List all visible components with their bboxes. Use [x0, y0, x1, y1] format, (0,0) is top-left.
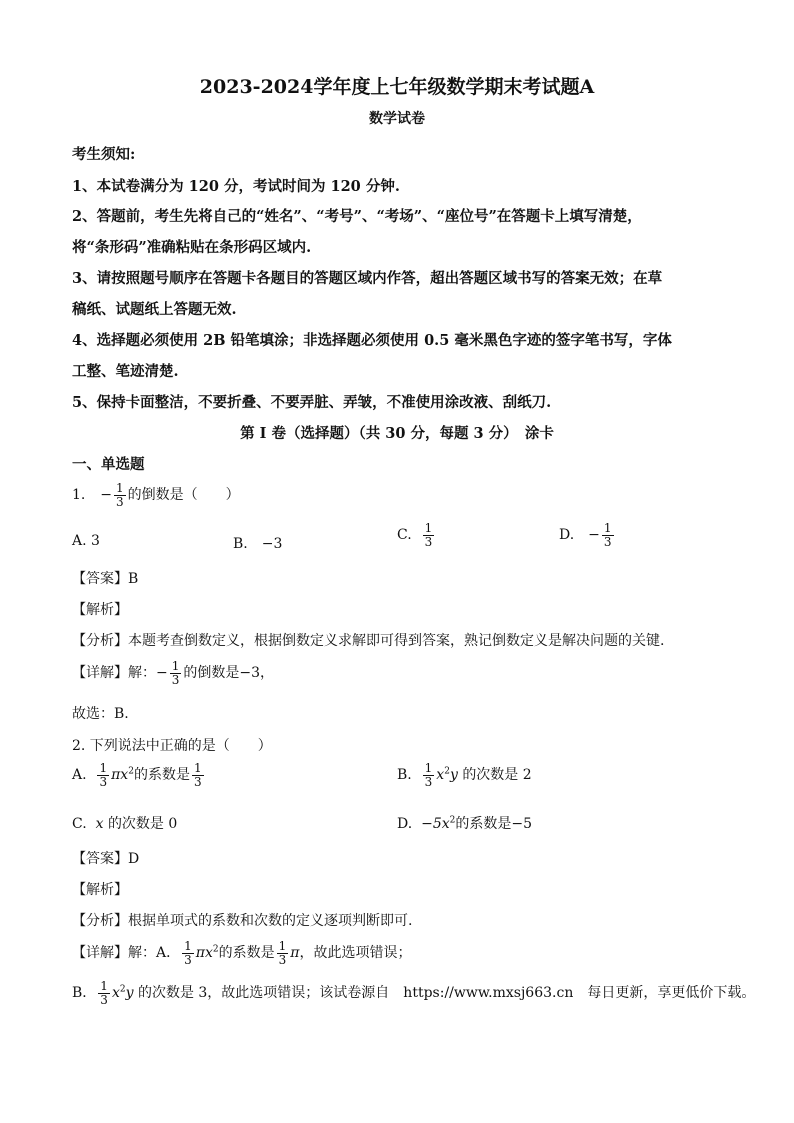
fraction-one-third: $\frac{1}{3}$ [116, 481, 124, 509]
notice-item-4-line-1: 4、选择题必须使用 2B 铅笔填涂；非选择题必须使用 0.5 毫米黑色字迹的签字笔书写，字体 [72, 332, 672, 349]
notice-item-1: 1、本试卷满分为 120 分，考试时间为 120 分钟. [72, 178, 400, 195]
notice-item-2-line-1: 2、答题前，考生先将自己的“姓名”、“考号”、“考场”、“座位号”在答题卡上填写清楚， [72, 208, 642, 225]
q2-detail: 【详解】解：A． $\frac{1}{3}$ $\pi x^2$的系数是 $\frac{1}{3}$ π，故此选项错误； [72, 939, 412, 967]
option-label: C. [72, 816, 87, 832]
question-number: 1. [72, 487, 86, 504]
option-label: A. [72, 767, 87, 784]
q2-option-a[interactable]: A. $\frac{1}{3}$ $\pi x^2$的系数是 $\frac{1}{3}$ [72, 761, 202, 789]
q1-answer: 【答案】B [72, 571, 139, 587]
option-label: B. [397, 767, 412, 784]
part-title: 第 I 卷（选择题）（共 30 分，每题 3 分） 涂卡 [240, 425, 554, 442]
exam-title: 2023-2024学年度上七年级数学期末考试题A [199, 76, 595, 98]
fraction-one-third: $\frac{1}{3}$ [171, 659, 180, 687]
q2-answer: 【答案】D [72, 851, 140, 867]
q1-option-c[interactable] [397, 522, 436, 548]
question-2-stem: 2. 下列说法中正确的是（ ） [72, 738, 272, 754]
option-label: C. [397, 527, 412, 544]
question-1-stem-text: 的倒数是（ ） [127, 487, 240, 504]
exam-subtitle: 数学试卷 [369, 111, 425, 127]
q2-option-c[interactable]: C. x 的次数是 0 [72, 816, 178, 832]
q1-option-d[interactable] [559, 522, 616, 548]
section-type-title: 一、单选题 [72, 456, 145, 473]
q2-analysis: 【分析】根据单项式的系数和次数的定义逐项判断即可. [72, 913, 413, 929]
q1-analysis: 【分析】本题考查倒数定义，根据倒数定义求解即可得到答案，熟记倒数定义是解决问题的关键. [72, 633, 665, 649]
q2-analysis-label: 【解析】 [72, 882, 128, 898]
q1-option-b[interactable]: B. −3 [233, 536, 283, 552]
q1-conclusion: 故选：B. [72, 706, 129, 722]
q1-detail: 【详解】解：− $\frac{1}{3}$ 的倒数是−3， [72, 659, 275, 687]
option-label: D. − [559, 527, 600, 544]
notice-heading: 考生须知: [72, 146, 136, 163]
q1-analysis-label: 【解析】 [72, 602, 128, 618]
q2-detail-b: B． $\frac{1}{3}$ $x^2y$ 的次数是 3，故此选项错误；该试卷源自 https://www.mxsj663.cn 每日更新，享更低价下载。 [72, 979, 756, 1007]
notice-item-3-line-1: 3、请按照题号顺序在答题卡各题目的答题区域内作答，超出答题区域书写的答案无效；在草 [72, 270, 663, 287]
q2-option-b[interactable]: B. $\frac{1}{3}$ $x^2y$ 的次数是 2 [397, 761, 532, 789]
q2-option-d[interactable]: D. $-5x^2$的系数是−5 [397, 815, 533, 832]
notice-item-4-line-2: 工整、笔迹清楚. [72, 363, 179, 380]
fraction-one-third: $\frac{1}{3}$ [603, 521, 612, 549]
notice-item-3-line-2: 稿纸、试题纸上答题无效. [72, 301, 237, 318]
fraction-one-third: $\frac{1}{3}$ [424, 521, 433, 549]
question-1-stem [72, 482, 240, 508]
notice-item-2-line-2: 将“条形码”准确粘贴在条形码区域内. [72, 239, 312, 256]
minus-sign: − [100, 487, 112, 504]
notice-item-5: 5、保持卡面整洁，不要折叠、不要弄脏、弄皱，不准使用涂改液、刮纸刀. [72, 394, 552, 411]
q1-option-a[interactable]: A. 3 [72, 533, 100, 549]
option-label: D. [397, 816, 413, 832]
